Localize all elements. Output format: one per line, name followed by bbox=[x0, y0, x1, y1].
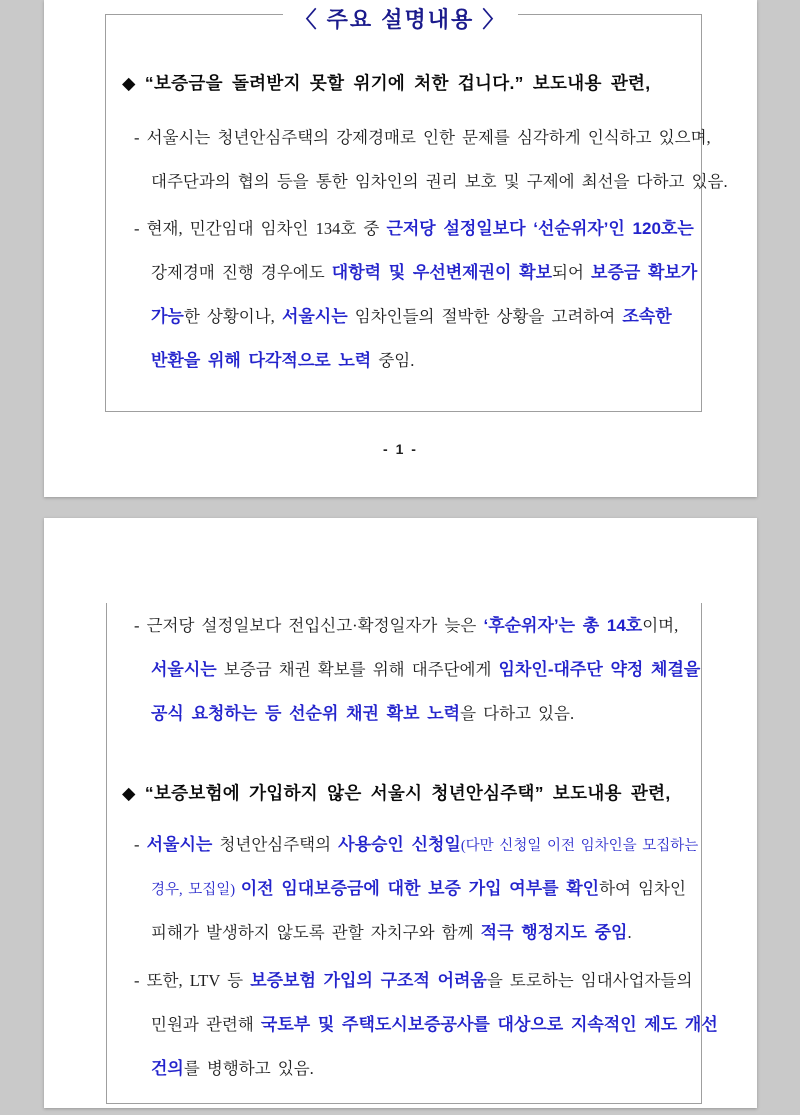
text-segment: - bbox=[134, 835, 147, 854]
text-segment: 근저당 설정일보다 ‘선순위자’인 120호는 bbox=[386, 219, 694, 238]
text-segment: 강제경매 진행 경우에도 bbox=[151, 263, 332, 282]
text-line bbox=[151, 655, 727, 699]
page-number: - 1 - bbox=[383, 441, 418, 457]
text-line bbox=[134, 966, 727, 1010]
text-segment: 서울시는 bbox=[281, 307, 348, 326]
text-line bbox=[151, 302, 727, 346]
text-segment: 보증금 채권 확보를 위해 대주단에게 bbox=[216, 660, 499, 679]
text-segment: 이며, bbox=[642, 616, 679, 635]
text-segment: 하여 임차인 bbox=[599, 879, 686, 898]
paragraph-system-improvement bbox=[134, 966, 727, 1098]
text-segment: 건의 bbox=[151, 1059, 184, 1078]
text-segment: 서울시는 bbox=[146, 835, 213, 854]
text-segment: 공식 요청하는 등 선순위 채권 확보 노력 bbox=[151, 704, 461, 723]
text-line bbox=[151, 168, 727, 212]
text-line bbox=[151, 699, 727, 743]
paragraph-junior-tenants bbox=[134, 611, 727, 743]
text-segment: 청년안심주택의 bbox=[212, 835, 339, 854]
text-line bbox=[151, 1010, 727, 1054]
text-segment: 임차인들의 절박한 상황을 고려하여 bbox=[347, 307, 623, 326]
text-segment: - 현재, 민간임대 임차인 134호 중 bbox=[134, 219, 387, 238]
text-segment: 대항력 및 우선변제권이 확보 bbox=[331, 263, 552, 282]
text-segment: 보증금 확보가 bbox=[591, 263, 698, 282]
text-segment: 적극 행정지도 중임 bbox=[480, 923, 628, 942]
heading-insurance-report: ◆ “보증보험에 가입하지 않은 서울시 청년안심주택” 보도내용 관련, bbox=[122, 783, 671, 803]
text-segment: 을 토로하는 임대사업자들의 bbox=[486, 971, 693, 990]
text-line bbox=[151, 1054, 727, 1098]
text-line bbox=[134, 611, 727, 655]
text-segment: 임차인-대주단 약정 체결을 bbox=[498, 660, 701, 679]
text-segment: 보증보험 가입의 구조적 어려움 bbox=[250, 971, 487, 990]
text-segment: 조속한 bbox=[622, 307, 672, 326]
text-line bbox=[134, 214, 727, 258]
text-line bbox=[151, 258, 727, 302]
text-segment: 를 병행하고 있음. bbox=[183, 1059, 314, 1078]
text-segment: ‘후순위자’는 총 14호 bbox=[483, 616, 643, 635]
text-segment: 이전 임대보증금에 대한 보증 가입 여부를 확인 bbox=[240, 879, 600, 898]
text-segment: (다만 신청일 이전 임차인을 모집하는 bbox=[460, 838, 699, 854]
text-segment: . bbox=[627, 923, 632, 942]
text-segment: - 근저당 설정일보다 전입신고·확정일자가 늦은 bbox=[134, 616, 484, 635]
text-segment: 반환을 위해 다각적으로 노력 bbox=[151, 351, 372, 370]
box-title-text: 〈 주요 설명내용 〉 bbox=[283, 3, 519, 34]
text-segment: 민원과 관련해 bbox=[151, 1015, 261, 1034]
paragraph-insurance-check bbox=[134, 830, 727, 962]
text-segment: 서울시는 bbox=[151, 660, 217, 679]
text-segment: 한 상황이나, bbox=[183, 307, 282, 326]
text-line bbox=[134, 830, 727, 874]
heading-deposit-report: ◆ “보증금을 돌려받지 못할 위기에 처한 겁니다.” 보도내용 관련, bbox=[122, 73, 651, 93]
text-line bbox=[151, 918, 727, 962]
text-line bbox=[151, 874, 727, 918]
box-title bbox=[44, 3, 757, 34]
paragraph-recognition bbox=[134, 124, 727, 212]
text-line bbox=[134, 124, 727, 168]
text-segment: 경우, 모집일) bbox=[151, 882, 241, 898]
page-1 bbox=[44, 0, 757, 497]
text-segment: - 또한, LTV 등 bbox=[134, 971, 251, 990]
text-segment: 되어 bbox=[552, 263, 592, 282]
text-segment: 중임. bbox=[371, 351, 415, 370]
text-segment: 사용승인 신청일 bbox=[338, 835, 461, 854]
text-segment: 가능 bbox=[151, 307, 184, 326]
text-segment: 피해가 발생하지 않도록 관할 자치구와 함께 bbox=[151, 923, 481, 942]
text-segment: - 서울시는 청년안심주택의 강제경매로 인한 문제를 심각하게 인식하고 있으며, bbox=[134, 128, 711, 147]
text-segment: 대주단과의 협의 등을 통한 임차인의 권리 보호 및 구제에 최선을 다하고 있음. bbox=[151, 172, 728, 191]
text-segment: 을 다하고 있음. bbox=[460, 704, 575, 723]
text-segment: 국토부 및 주택도시보증공사를 대상으로 지속적인 제도 개선 bbox=[260, 1015, 718, 1034]
text-line bbox=[151, 346, 727, 390]
paragraph-senior-tenants bbox=[134, 214, 727, 390]
page-2 bbox=[44, 518, 757, 1108]
